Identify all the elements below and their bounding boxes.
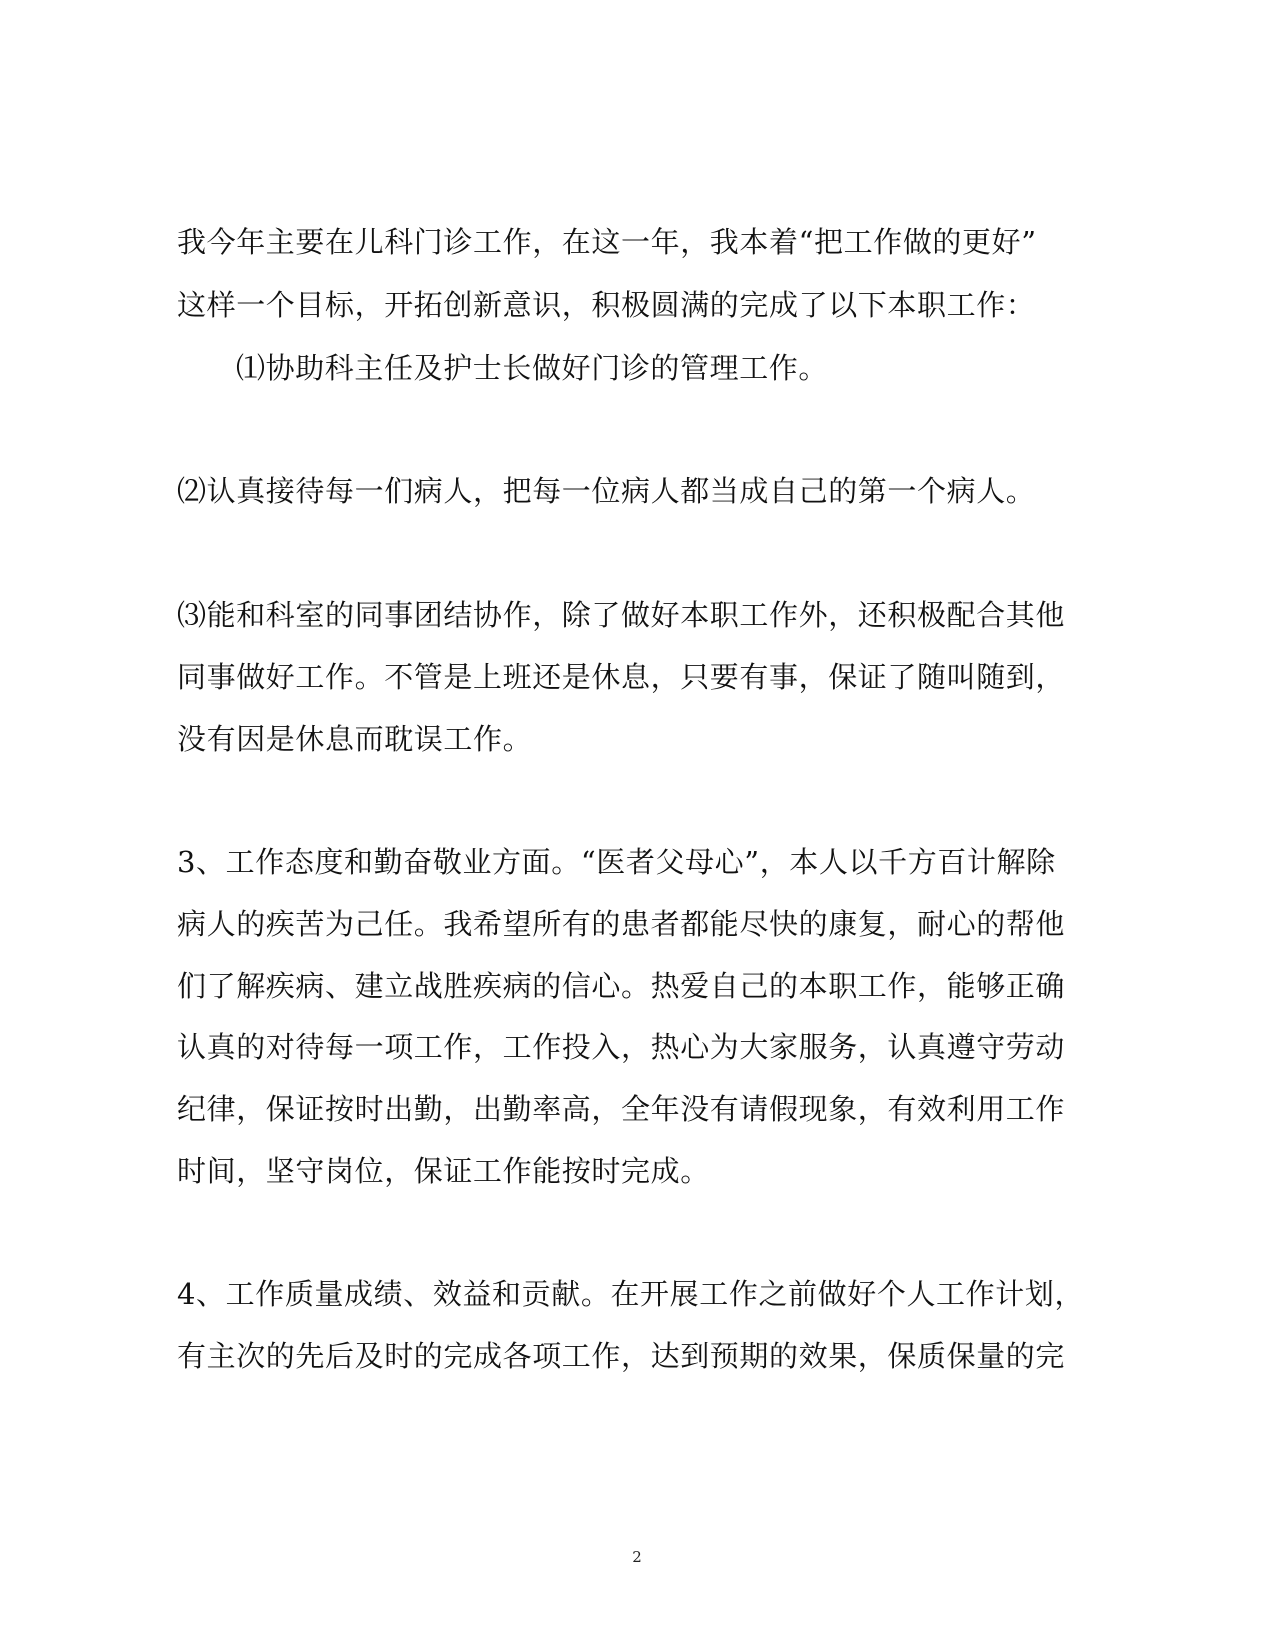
text-line: 认真的对待每一项工作，工作投入，热心为大家服务，认真遵守劳动 bbox=[177, 1030, 1066, 1064]
text-line: 4、工作质量成绩、效益和贡献。在开展工作之前做好个人工作计划， bbox=[177, 1277, 1085, 1311]
text-line: 没有因是休息而耽误工作。 bbox=[177, 722, 533, 756]
text-line: 病人的疾苦为己任。我希望所有的患者都能尽快的康复，耐心的帮他 bbox=[177, 907, 1066, 941]
page-number: 2 bbox=[632, 1548, 642, 1566]
text-line: 时间，坚守岗位，保证工作能按时完成。 bbox=[177, 1154, 710, 1188]
text-line: 们了解疾病、建立战胜疾病的信心。热爱自己的本职工作，能够正确 bbox=[177, 969, 1066, 1003]
text-line: 同事做好工作。不管是上班还是休息，只要有事，保证了随叫随到， bbox=[177, 660, 1066, 694]
text-line: 纪律，保证按时出勤，出勤率高，全年没有请假现象，有效利用工作 bbox=[177, 1092, 1066, 1126]
text-line: 我今年主要在儿科门诊工作，在这一年，我本着“把工作做的更好” bbox=[177, 225, 1037, 259]
text-line: ⑶能和科室的同事团结协作，除了做好本职工作外，还积极配合其他 bbox=[177, 598, 1066, 632]
text-line: 这样一个目标，开拓创新意识，积极圆满的完成了以下本职工作： bbox=[177, 288, 1036, 322]
text-line: ⑵认真接待每一们病人，把每一位病人都当成自己的第一个病人。 bbox=[177, 474, 1036, 508]
text-line: ⑴协助科主任及护士长做好门诊的管理工作。 bbox=[236, 351, 829, 385]
text-line: 有主次的先后及时的完成各项工作，达到预期的效果，保质保量的完 bbox=[177, 1339, 1066, 1373]
text-line: 3、工作态度和勤奋敬业方面。“医者父母心”，本人以千方百计解除 bbox=[177, 845, 1056, 879]
